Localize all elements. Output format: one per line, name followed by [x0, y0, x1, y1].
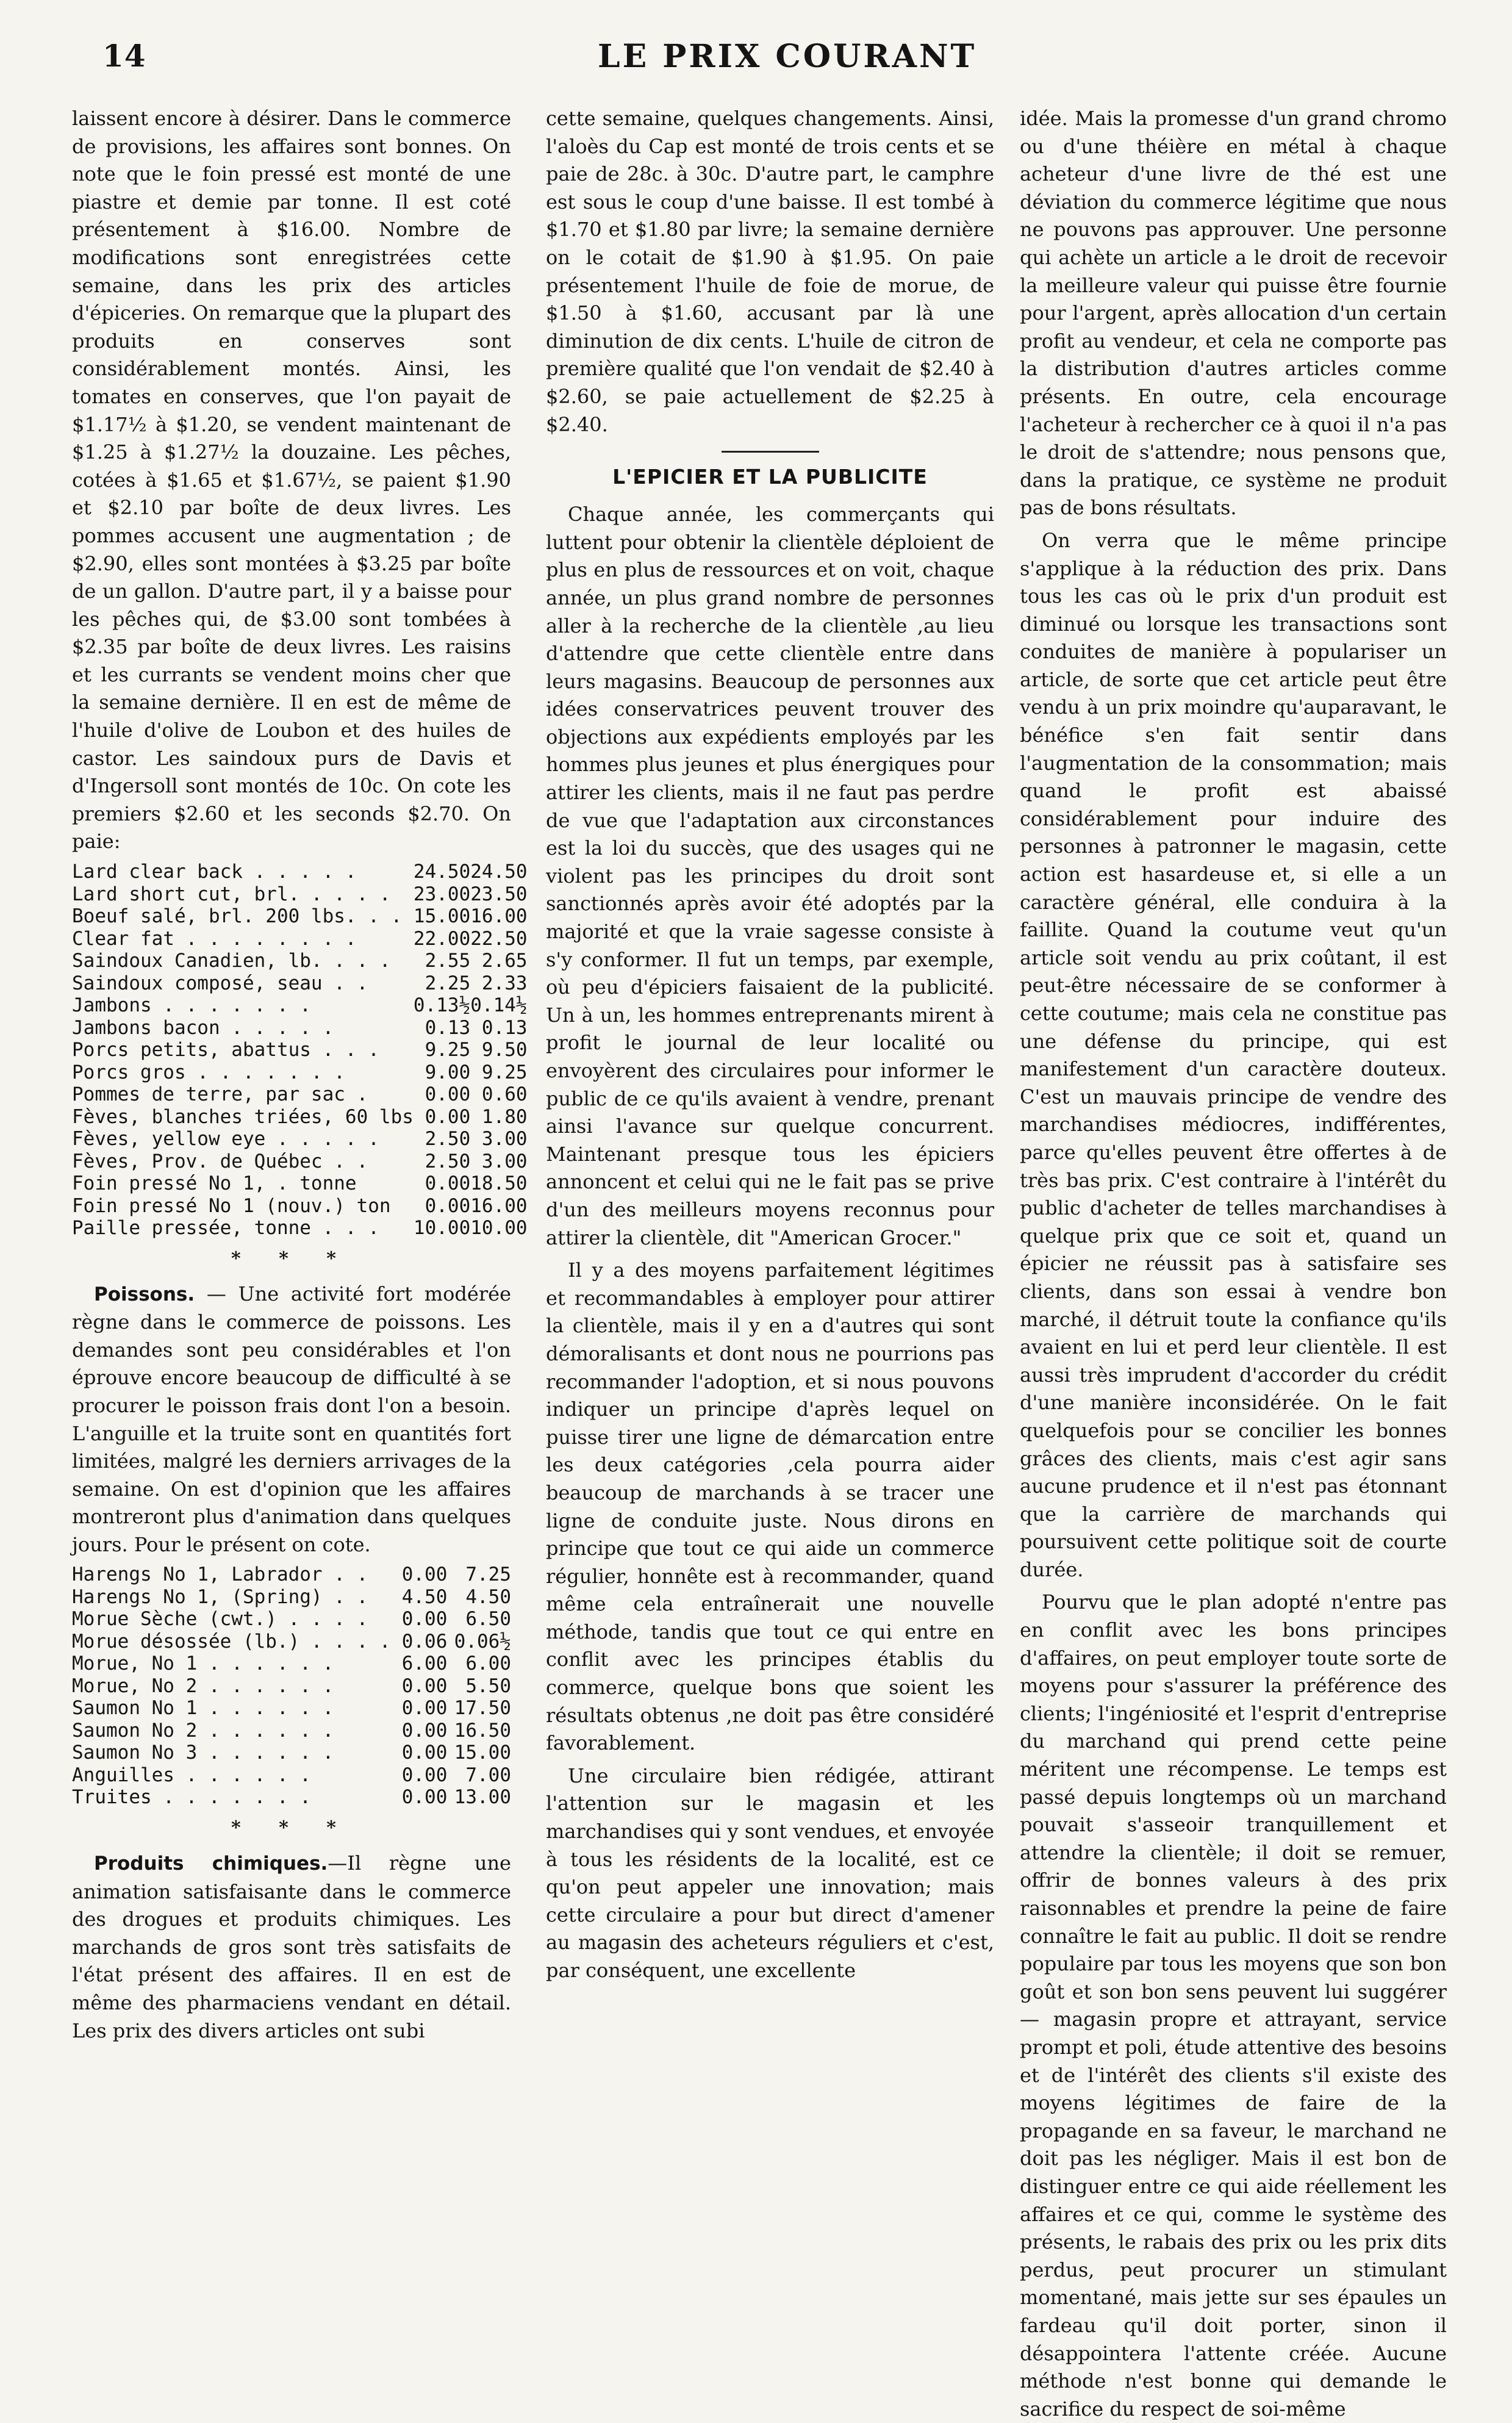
- price-row: [72, 1128, 528, 1150]
- price-high: 2.65: [481, 950, 528, 972]
- price-row: [72, 1106, 528, 1129]
- price-high: 0.13: [481, 1016, 528, 1039]
- price-row: [72, 950, 528, 972]
- price-high: 7.00: [465, 1764, 511, 1786]
- price-row: [72, 1563, 511, 1586]
- price-row: [72, 994, 528, 1017]
- price-row: [72, 1631, 511, 1653]
- column-1: [72, 105, 528, 2148]
- item-name: Foin pressé No 1 (nouv.) ton: [72, 1194, 391, 1217]
- article-heading: L'EPICIER ET LA PUBLICITE: [612, 465, 928, 489]
- price-low: 0.00: [425, 1105, 471, 1128]
- item-name: Fèves, blanches triées, 60 lbs: [72, 1105, 414, 1128]
- item-name: Morue, No 2 . . . . . .: [72, 1675, 334, 1697]
- divider-rule: [722, 451, 819, 453]
- column-3: [1020, 105, 1447, 2421]
- price-row: [72, 1083, 528, 1106]
- chemicals-paragraph: [72, 1850, 511, 2045]
- price-high: 18.50: [470, 1172, 528, 1195]
- poissons-paragraph: [72, 1280, 511, 1559]
- price-high: 4.50: [465, 1585, 511, 1608]
- price-high: 24.50: [470, 861, 528, 883]
- price-high: 3.00: [481, 1128, 528, 1150]
- item-name: Saumon No 2 . . . . . .: [72, 1719, 334, 1742]
- price-low: 0.00: [401, 1608, 448, 1631]
- item-name: Clear fat . . . . . . . .: [72, 927, 357, 950]
- price-low: 0.00: [425, 1172, 471, 1195]
- price-row: [72, 1653, 511, 1675]
- poissons-heading: Poissons.: [94, 1283, 195, 1305]
- price-high: 0.06½: [454, 1630, 511, 1653]
- price-row: [72, 1195, 528, 1218]
- column-2: [546, 105, 994, 2148]
- price-low: 9.25: [425, 1039, 471, 1061]
- price-high: 22.50: [470, 927, 528, 950]
- item-name: Anguilles . . . . . .: [72, 1764, 311, 1786]
- item-name: Lard clear back . . . . .: [72, 861, 357, 883]
- price-low: 0.00: [401, 1764, 448, 1786]
- article-paragraph: Une circulaire bien rédigée, attirant l'attention sur le magasin et les marchandises qui y sont vendues, et envoyée à tous les résidents de la localité, est ce qu'on peut appeler une innovation; mais cette circulaire a pour but direct d'amener au magasin des acheteurs réguliers et c'est, par conséquent, une excellente: [546, 1764, 994, 1982]
- item-name: Paille pressée, tonne . . .: [72, 1217, 379, 1240]
- section-separator: * * *: [231, 1817, 352, 1839]
- price-high: 7.25: [465, 1563, 511, 1586]
- price-high: 3.00: [481, 1150, 528, 1172]
- price-row: [72, 1017, 528, 1039]
- price-high: 15.00: [454, 1742, 511, 1764]
- price-low: 10.00: [413, 1217, 471, 1240]
- price-low: 0.00: [401, 1742, 448, 1764]
- price-low: 0.00: [425, 1194, 471, 1217]
- item-name: Lard short cut, brl. . . . .: [72, 883, 391, 905]
- item-name: Porcs gros . . . . . . .: [72, 1061, 345, 1083]
- item-name: Morue désossée (lb.) . . . .: [72, 1630, 391, 1653]
- item-name: Saindoux Canadien, lb. . . .: [72, 950, 391, 972]
- article-paragraph: idée. Mais la promesse d'un grand chromo ou d'une théière en métal à chaque acheteur d'une livre de thé est une déviation du commerce légitime que nous ne pouvons pas approuver. Une personne qui achète un article a le droit de recevoir la meilleure valeur qui puisse être fournie pour l'argent, après allocation d'un certain profit au vendeur, et cela ne comporte pas la distribution d'autres articles comme présents. En outre, cela encourage l'acheteur à rechercher ce à quoi il n'a pas le droit de s'attendre; nous pensons que, dans la pratique, ce système ne produit pas de bons résultats.: [1020, 107, 1447, 520]
- page-number: 14: [102, 38, 146, 74]
- price-low: 0.00: [401, 1675, 448, 1697]
- fish-price-table: [72, 1563, 511, 1809]
- price-row: [72, 1742, 511, 1764]
- price-low: 9.00: [425, 1061, 471, 1083]
- item-name: Jambons . . . . . . .: [72, 994, 311, 1017]
- price-low: 6.00: [401, 1653, 448, 1675]
- chemicals-continued-paragraph: cette semaine, quelques changements. Ainsi, l'aloès du Cap est monté de trois cents et se paie de 28c. à 30c. D'autre part, le camphre est sous le coup d'une baisse. Il est tombé à $1.70 et $1.80 par livre; la semaine dernière on le cotait de $1.90 à $1.95. On paie présentement l'huile de foie de morue, de $1.50 à $1.60, accusant par là une diminution de dix cents. L'huile de citron de première qualité que l'on vendait de $2.40 à $2.60, se paie actuellement de $2.25 à $2.40.: [546, 107, 994, 436]
- price-low: 2.50: [425, 1128, 471, 1150]
- price-low: 0.13: [425, 1016, 471, 1039]
- chemicals-heading: Produits chimiques.: [94, 1852, 328, 1875]
- item-name: Boeuf salé, brl. 200 lbs. . .: [72, 905, 403, 928]
- article-paragraph: Pourvu que le plan adopté n'entre pas en conflit avec les bons principes d'affaires, on peut employer toute sorte de moyens pour s'assurer la préférence des clients; l'ingéniosité et l'esprit d'entreprise du marchand qui prend cette peine méritent une récompense. Le temps est passé depuis longtemps où un marchand pouvait s'asseoir tranquillement et attendre la clientèle; il doit se remuer, offrir de bonnes valeurs à des prix raisonnables et prendre la peine de faire connaître le fait au public. Il doit se rendre populaire par tous les moyens que son bon goût et son bon sens peuvent lui suggérer — magasin propre et attrayant, service prompt et poli, étude attentive des besoins et de l'intérêt des clients s'il existe des moyens légitimes de faire de la propagande en sa faveur, le marchand ne doit pas les négliger. Mais il est bon de distinguer entre ce qui aide réellement les affaires et ce qui, comme le système des présents, le rabais des prix ou les prix dits perdus, peut procurer un stimulant momentané, mais jette sur ses épaules un fardeau qu'il doit porter, sinon il désappointera l'attente créée. Aucune méthode n'est bonne qui demande le sacrifice du respect de soi-même: [1020, 1590, 1447, 2421]
- price-row: [72, 1061, 528, 1084]
- price-low: 15.00: [413, 905, 471, 928]
- item-name: Saindoux composé, seau . .: [72, 972, 368, 994]
- price-high: 6.50: [465, 1608, 511, 1631]
- price-row: [72, 1697, 511, 1720]
- provisions-price-table: [72, 861, 528, 1240]
- price-row: [72, 1764, 511, 1787]
- price-row: [72, 972, 528, 995]
- masthead-title: LE PRIX COURANT: [598, 38, 977, 75]
- price-high: 16.50: [454, 1719, 511, 1742]
- item-name: Harengs No 1, (Spring) . .: [72, 1585, 368, 1608]
- item-name: Foin pressé No 1, . tonne: [72, 1172, 357, 1195]
- item-name: Morue Sèche (cwt.) . . . .: [72, 1608, 368, 1631]
- item-name: Pommes de terre, par sac .: [72, 1083, 368, 1106]
- price-high: 17.50: [454, 1697, 511, 1720]
- item-name: Fèves, Prov. de Québec . .: [72, 1150, 368, 1172]
- price-low: 2.25: [425, 972, 471, 994]
- article-paragraph: On verra que le même principe s'applique à la réduction des prix. Dans tous les cas où le prix d'un produit est diminué ou lorsque les transactions sont conduites de manière à populariser un article, de sorte que cet article peut être vendu à un prix moindre qu'auparavant, le bénéfice s'en fait sentir dans l'augmentation de la consommation; mais quand le profit est abaissé considérablement pour induire des personnes à patronner le magasin, cette action est hasardeuse et, si elle a un caractère général, elle conduira à la faillite. Quand la coutume veut qu'un article soit vendu au prix coûtant, il est peut-être nécessaire de se conformer à cette coutume; mais cela ne constitue pas une défense du principe, qui est manifestement d'un caractère douteux. C'est un mauvais principe de vendre des marchandises médiocres, indifférentes, parce qu'elles peuvent être offertes à de très bas prix. C'est contraire à l'intérêt du public d'acheter de telles marchandises à quelque prix que ce soit et, quand un épicier ne réussit pas à satisfaire ses clients, dans son essai à vendre bon marché, il détruit toute la confiance qu'ils avaient en lui et perd leur clientèle. Il est aussi très imprudent d'accorder du crédit d'une manière inconsidérée. On le fait quelquefois pour se concilier les bonnes grâces des clients, mais c'est agir sans aucune prudence et il n'est pas étonnant que la carrière de marchands qui poursuivent cette politique soit de courte durée.: [1020, 528, 1447, 1581]
- item-name: Truites . . . . . . .: [72, 1786, 311, 1809]
- poissons-text: — Une activité fort modérée règne dans le commerce de poissons. Les demandes sont peu considérables et l'on éprouve encore beaucoup de difficulté à se procurer le poisson frais dont l'on a besoin. L'anguille et la truite sont en quantités fort limitées, malgré les derniers arrivages de la semaine. On est d'opinion que les affaires montreront plus d'animation dans quelques jours. Pour le présent on cote.: [72, 1282, 511, 1556]
- price-low: 2.55: [425, 950, 471, 972]
- price-low: 24.50: [413, 861, 471, 883]
- price-low: 0.00: [401, 1563, 448, 1586]
- item-name: Saumon No 1 . . . . . .: [72, 1697, 334, 1720]
- chemicals-text: —Il règne une animation satisfaisante dans le commerce des drogues et produits chimiques. Les marchands de gros sont très satisfaits de l'état présent des affaires. Il en est de même des pharmaciens vendant en détail. Les prix des divers articles ont subi: [72, 1851, 511, 2042]
- price-high: 2.33: [481, 972, 528, 994]
- price-row: [72, 1720, 511, 1742]
- price-high: 9.25: [481, 1061, 528, 1083]
- article-paragraph: Il y a des moyens parfaitement légitimes et recommandables à employer pour attirer la clientèle, mais il y en a d'autres qui sont démoralisants et dont nous ne pourrions pas recommander l'adoption, et si nous pouvons indiquer un principe d'après lequel on puisse tirer une ligne de démarcation entre les deux catégories ,cela pourra aider beaucoup de marchands à se tracer une ligne de conduite juste. Nous dirons en principe que tout ce qui aide un commerce régulier, honnête est à recommander, quand même cela entraînerait une nouvelle méthode, tandis que tout ce qui entre en conflit avec les principes établis du commerce, quelque bons que soient les résultats obtenus ,ne doit pas être considéré favorablement.: [546, 1258, 994, 1755]
- price-high: 16.00: [470, 905, 528, 928]
- price-row: [72, 1039, 528, 1061]
- price-low: 22.00: [413, 927, 471, 950]
- price-row: [72, 1586, 511, 1609]
- price-high: 16.00: [470, 1194, 528, 1217]
- price-high: 10.00: [470, 1217, 528, 1240]
- price-row: [72, 905, 528, 928]
- price-row: [72, 861, 528, 883]
- price-row: [72, 928, 528, 950]
- price-row: [72, 1608, 511, 1631]
- item-name: Saumon No 3 . . . . . .: [72, 1742, 334, 1764]
- price-row: [72, 1675, 511, 1698]
- price-high: 5.50: [465, 1675, 511, 1697]
- price-low: 23.00: [413, 883, 471, 905]
- price-low: 0.00: [401, 1719, 448, 1742]
- price-high: 23.50: [470, 883, 528, 905]
- item-name: Fèves, yellow eye . . . . .: [72, 1128, 379, 1150]
- price-row: [72, 1172, 528, 1195]
- item-name: Harengs No 1, Labrador . .: [72, 1563, 368, 1586]
- price-high: 9.50: [481, 1039, 528, 1061]
- item-name: Jambons bacon . . . . .: [72, 1016, 334, 1039]
- price-low: 0.00: [401, 1786, 448, 1809]
- price-row: [72, 1150, 528, 1173]
- price-high: 6.00: [465, 1653, 511, 1675]
- section-separator: * * *: [231, 1247, 352, 1269]
- item-name: Morue, No 1 . . . . . .: [72, 1653, 334, 1675]
- price-high: 1.80: [481, 1105, 528, 1128]
- price-low: 0.00: [425, 1083, 471, 1106]
- market-report-paragraph: laissent encore à désirer. Dans le commerce de provisions, les affaires sont bonnes. On note que le foin pressé est monté de une piastre et demie par tonne. Il est coté présentement à $16.00. Nombre de modifications sont enregistrées cette semaine, dans les prix des articles d'épiceries. On remarque que la plupart des produits en conserves sont considérablement montés. Ainsi, les tomates en conserves, que l'on payait de $1.17½ à $1.20, se vendent maintenant de $1.25 à $1.27½ la douzaine. Les pêches, cotées à $1.65 et $1.67½, se paient $1.90 et $2.10 par boîte de deux livres. Les pommes accusent une augmentation ; de $2.90, elles sont montées à $3.25 par boîte de un gallon. D'autre part, il y a baisse pour les pêches qui, de $3.00 sont tombées à $2.35 par boîte de deux livres. Les raisins et les currants se vendent moins cher que la semaine dernière. Il en est de même de l'huile d'olive de Loubon et des huiles de castor. Les saindoux purs de Davis et d'Ingersoll sont montés de 10c. On cote les premiers $2.60 et les seconds $2.70. On paie:: [72, 107, 511, 853]
- price-high: 13.00: [454, 1786, 511, 1809]
- article-paragraph: Chaque année, les commerçants qui luttent pour obtenir la clientèle déploient de plus en plus de ressources et on voit, chaque année, un plus grand nombre de personnes aller à la recherche de la clientèle ,au lieu d'attendre que cette clientèle entre dans leurs magasins. Beaucoup de personnes aux idées conservatrices peuvent trouver des objections aux expédients employés par les hommes plus jeunes et plus énergiques pour attirer les clients, mais il ne faut pas perdre de vue que l'adaptation aux circonstances est la loi du succès, que des usages qui ne violent pas les principes du droit sont sanctionnés après avoir été adoptés par la majorité et que la vraie sagesse consiste à s'y conformer. Il fut un temps, par exemple, où peu d'épiciers faisaient de la publicité. Un à un, les hommes entreprenants mirent à profit le journal de leur localité ou envoyèrent des circulaires pour informer le public de ce qu'ils avaient à vendre, prenant ainsi l'avance sur quelque concurrent. Maintenant presque tous les épiciers annoncent et celui qui ne le fait pas se prive d'un des meilleurs moyens reconnus pour attirer la clientèle, dit "American Grocer.": [546, 503, 994, 1249]
- price-low: 0.00: [401, 1697, 448, 1720]
- price-low: 0.06: [401, 1630, 448, 1653]
- price-low: 4.50: [401, 1585, 448, 1608]
- item-name: Porcs petits, abattus . . .: [72, 1039, 379, 1061]
- price-row: [72, 1217, 528, 1240]
- price-low: 2.50: [425, 1150, 471, 1172]
- price-high: 0.14½: [470, 994, 528, 1017]
- price-row: [72, 1786, 511, 1809]
- price-high: 0.60: [481, 1083, 528, 1106]
- price-row: [72, 883, 528, 906]
- price-low: 0.13½: [413, 994, 471, 1017]
